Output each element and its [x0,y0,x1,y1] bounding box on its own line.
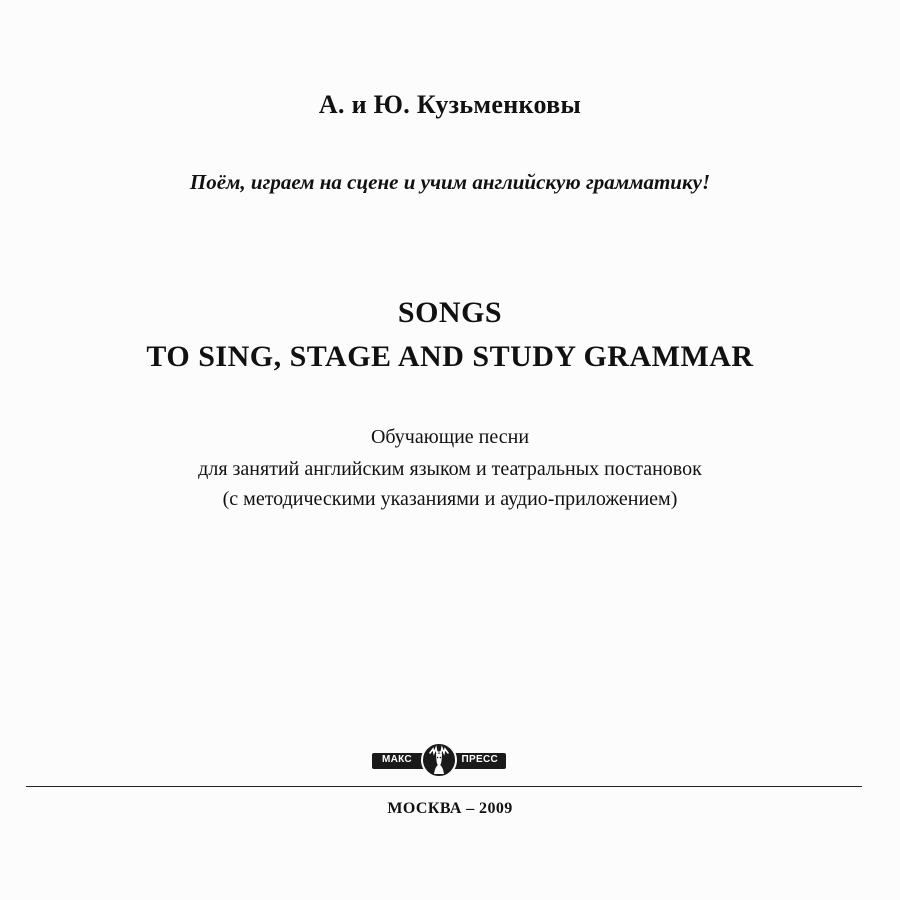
logo-text-left: МАКС [382,754,412,765]
publisher-logo [372,742,506,778]
russian-subtitle: Поём, играем на сцене и учим английскую грамматику! [189,170,711,194]
authors: А. и Ю. Кузьменковы [318,90,582,119]
description-line-2: для занятий английским языком и театральных постановок [198,458,702,480]
description-line-1: Обучающие песни [370,426,530,448]
imprint: МОСКВА – 2009 [387,800,513,817]
horizontal-rule [26,786,862,787]
moose-icon [421,742,457,778]
title-line-2: TO SING, STAGE AND STUDY GRAMMAR [146,340,754,373]
title-line-1: SONGS [397,296,503,329]
description-line-3: (с методическими указаниями и аудио-приложением) [222,488,678,510]
logo-text-right: ПРЕСС [461,754,498,765]
